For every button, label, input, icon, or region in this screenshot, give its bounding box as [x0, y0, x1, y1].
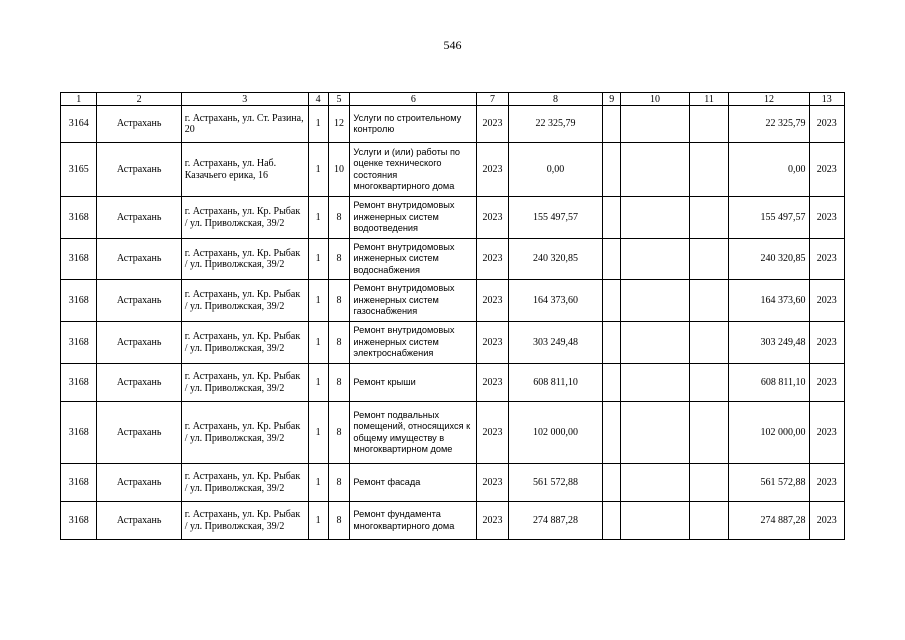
end-year-cell: 2023 [809, 502, 844, 540]
row-number-cell: 3168 [61, 502, 97, 540]
col5-cell: 8 [328, 197, 350, 239]
end-year-cell: 2023 [809, 197, 844, 239]
year-cell: 2023 [477, 402, 508, 464]
column-header: 13 [809, 93, 844, 106]
col10-cell [621, 197, 690, 239]
cost-cell: 102 000,00 [508, 402, 603, 464]
total-cell: 22 325,79 [729, 106, 809, 143]
col9-cell [603, 197, 621, 239]
work-type-cell: Ремонт внутридомовых инженерных систем электроснабжения [350, 322, 477, 364]
col11-cell [689, 143, 729, 197]
address-cell: г. Астрахань, ул. Кр. Рыбак / ул. Приволжская, 39/2 [181, 502, 308, 540]
total-cell: 0,00 [729, 143, 809, 197]
column-header: 7 [477, 93, 508, 106]
col11-cell [689, 322, 729, 364]
column-header: 11 [689, 93, 729, 106]
total-cell: 303 249,48 [729, 322, 809, 364]
year-cell: 2023 [477, 464, 508, 502]
col4-cell: 1 [308, 280, 328, 322]
work-type-cell: Услуги по строительному контролю [350, 106, 477, 143]
col9-cell [603, 502, 621, 540]
col9-cell [603, 106, 621, 143]
column-header: 2 [97, 93, 181, 106]
cost-cell: 303 249,48 [508, 322, 603, 364]
table-row [61, 502, 845, 540]
col4-cell: 1 [308, 402, 328, 464]
work-type-cell: Ремонт подвальных помещений, относящихся к общему имуществу в многоквартирном доме [350, 402, 477, 464]
col9-cell [603, 322, 621, 364]
end-year-cell: 2023 [809, 143, 844, 197]
table-row [61, 464, 845, 502]
col5-cell: 12 [328, 106, 350, 143]
work-type-cell: Услуги и (или) работы по оценке технического состояния многоквартирного дома [350, 143, 477, 197]
cost-cell: 274 887,28 [508, 502, 603, 540]
table-row [61, 106, 845, 143]
row-number-cell: 3168 [61, 402, 97, 464]
table-row [61, 322, 845, 364]
table-row [61, 364, 845, 402]
col11-cell [689, 106, 729, 143]
table-row [61, 239, 845, 280]
col4-cell: 1 [308, 143, 328, 197]
col4-cell: 1 [308, 364, 328, 402]
work-type-cell: Ремонт внутридомовых инженерных систем водоотведения [350, 197, 477, 239]
col10-cell [621, 502, 690, 540]
total-cell: 274 887,28 [729, 502, 809, 540]
col4-cell: 1 [308, 502, 328, 540]
row-number-cell: 3168 [61, 239, 97, 280]
address-cell: г. Астрахань, ул. Кр. Рыбак / ул. Приволжская, 39/2 [181, 322, 308, 364]
col9-cell [603, 402, 621, 464]
col10-cell [621, 322, 690, 364]
cost-cell: 22 325,79 [508, 106, 603, 143]
col5-cell: 8 [328, 402, 350, 464]
end-year-cell: 2023 [809, 322, 844, 364]
col11-cell [689, 239, 729, 280]
column-header: 4 [308, 93, 328, 106]
col10-cell [621, 143, 690, 197]
city-cell: Астрахань [97, 364, 181, 402]
address-cell: г. Астрахань, ул. Кр. Рыбак / ул. Приволжская, 39/2 [181, 464, 308, 502]
end-year-cell: 2023 [809, 364, 844, 402]
year-cell: 2023 [477, 143, 508, 197]
work-type-cell: Ремонт внутридомовых инженерных систем водоснабжения [350, 239, 477, 280]
column-header: 9 [603, 93, 621, 106]
cost-cell: 608 811,10 [508, 364, 603, 402]
row-number-cell: 3168 [61, 464, 97, 502]
table-row [61, 402, 845, 464]
col10-cell [621, 280, 690, 322]
address-cell: г. Астрахань, ул. Кр. Рыбак / ул. Приволжская, 39/2 [181, 402, 308, 464]
col10-cell [621, 106, 690, 143]
col4-cell: 1 [308, 106, 328, 143]
cost-cell: 164 373,60 [508, 280, 603, 322]
col10-cell [621, 402, 690, 464]
total-cell: 240 320,85 [729, 239, 809, 280]
address-cell: г. Астрахань, ул. Наб. Казачьего ерика, 16 [181, 143, 308, 197]
cost-cell: 155 497,57 [508, 197, 603, 239]
col9-cell [603, 364, 621, 402]
table-row [61, 280, 845, 322]
year-cell: 2023 [477, 280, 508, 322]
col11-cell [689, 197, 729, 239]
total-cell: 164 373,60 [729, 280, 809, 322]
city-cell: Астрахань [97, 197, 181, 239]
total-cell: 102 000,00 [729, 402, 809, 464]
city-cell: Астрахань [97, 106, 181, 143]
col9-cell [603, 143, 621, 197]
cost-cell: 240 320,85 [508, 239, 603, 280]
column-header: 3 [181, 93, 308, 106]
col11-cell [689, 464, 729, 502]
work-type-cell: Ремонт фундамента многоквартирного дома [350, 502, 477, 540]
cost-cell: 561 572,88 [508, 464, 603, 502]
col11-cell [689, 402, 729, 464]
col9-cell [603, 280, 621, 322]
col10-cell [621, 464, 690, 502]
col11-cell [689, 364, 729, 402]
year-cell: 2023 [477, 322, 508, 364]
city-cell: Астрахань [97, 280, 181, 322]
col5-cell: 8 [328, 502, 350, 540]
total-cell: 561 572,88 [729, 464, 809, 502]
city-cell: Астрахань [97, 239, 181, 280]
col9-cell [603, 239, 621, 280]
col5-cell: 8 [328, 239, 350, 280]
row-number-cell: 3164 [61, 106, 97, 143]
address-cell: г. Астрахань, ул. Кр. Рыбак / ул. Приволжская, 39/2 [181, 239, 308, 280]
column-header: 10 [621, 93, 690, 106]
table-row [61, 197, 845, 239]
total-cell: 155 497,57 [729, 197, 809, 239]
row-number-cell: 3165 [61, 143, 97, 197]
column-header: 1 [61, 93, 97, 106]
col5-cell: 8 [328, 464, 350, 502]
end-year-cell: 2023 [809, 402, 844, 464]
year-cell: 2023 [477, 239, 508, 280]
col9-cell [603, 464, 621, 502]
col11-cell [689, 502, 729, 540]
registry-table [60, 92, 845, 540]
col11-cell [689, 280, 729, 322]
col4-cell: 1 [308, 239, 328, 280]
year-cell: 2023 [477, 364, 508, 402]
city-cell: Астрахань [97, 322, 181, 364]
column-header: 8 [508, 93, 603, 106]
end-year-cell: 2023 [809, 106, 844, 143]
table-body [61, 106, 845, 540]
year-cell: 2023 [477, 197, 508, 239]
page-number: 546 [443, 38, 462, 52]
column-header: 6 [350, 93, 477, 106]
address-cell: г. Астрахань, ул. Кр. Рыбак / ул. Приволжская, 39/2 [181, 197, 308, 239]
address-cell: г. Астрахань, ул. Кр. Рыбак / ул. Приволжская, 39/2 [181, 280, 308, 322]
city-cell: Астрахань [97, 502, 181, 540]
col4-cell: 1 [308, 197, 328, 239]
row-number-cell: 3168 [61, 364, 97, 402]
cost-cell: 0,00 [508, 143, 603, 197]
row-number-cell: 3168 [61, 197, 97, 239]
col4-cell: 1 [308, 322, 328, 364]
work-type-cell: Ремонт фасада [350, 464, 477, 502]
end-year-cell: 2023 [809, 464, 844, 502]
table-row [61, 143, 845, 197]
col5-cell: 10 [328, 143, 350, 197]
col10-cell [621, 239, 690, 280]
city-cell: Астрахань [97, 143, 181, 197]
end-year-cell: 2023 [809, 239, 844, 280]
year-cell: 2023 [477, 106, 508, 143]
work-type-cell: Ремонт крыши [350, 364, 477, 402]
header-row [61, 93, 845, 106]
row-number-cell: 3168 [61, 280, 97, 322]
city-cell: Астрахань [97, 464, 181, 502]
work-type-cell: Ремонт внутридомовых инженерных систем газоснабжения [350, 280, 477, 322]
col4-cell: 1 [308, 464, 328, 502]
year-cell: 2023 [477, 502, 508, 540]
col5-cell: 8 [328, 280, 350, 322]
col10-cell [621, 364, 690, 402]
col5-cell: 8 [328, 322, 350, 364]
city-cell: Астрахань [97, 402, 181, 464]
col5-cell: 8 [328, 364, 350, 402]
address-cell: г. Астрахань, ул. Ст. Разина, 20 [181, 106, 308, 143]
address-cell: г. Астрахань, ул. Кр. Рыбак / ул. Приволжская, 39/2 [181, 364, 308, 402]
column-header: 5 [328, 93, 350, 106]
end-year-cell: 2023 [809, 280, 844, 322]
total-cell: 608 811,10 [729, 364, 809, 402]
column-header: 12 [729, 93, 809, 106]
row-number-cell: 3168 [61, 322, 97, 364]
